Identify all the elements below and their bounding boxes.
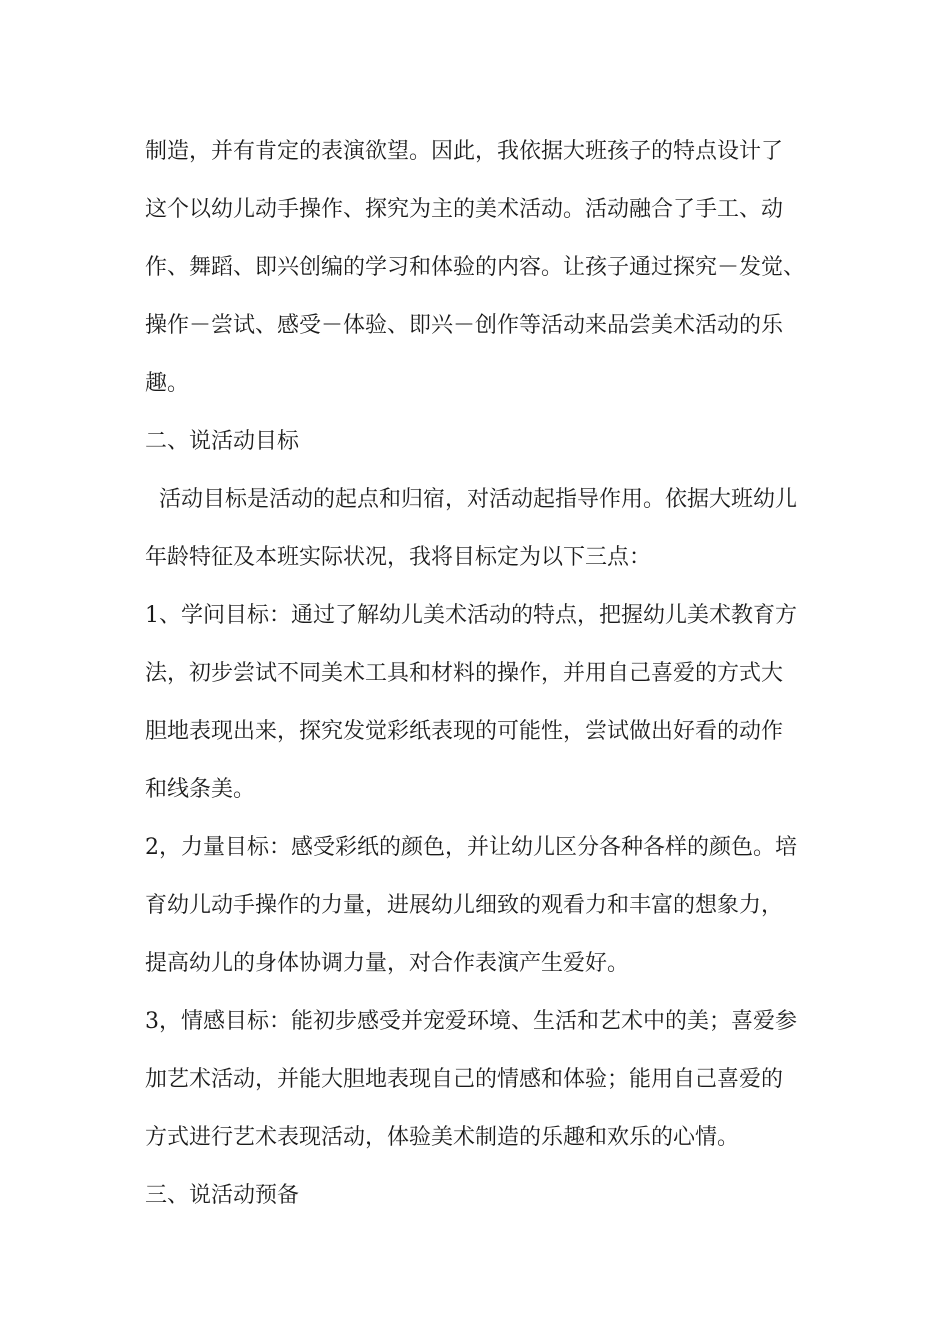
body-text-line: 育幼儿动手操作的力量，进展幼儿细致的观看力和丰富的想象力， [145, 893, 784, 918]
body-text-line: 制造，并有肯定的表演欲望。因此，我依据大班孩子的特点设计了 [145, 139, 784, 164]
body-text-line: 2，力量目标：感受彩纸的颜色，并让幼儿区分各种各样的颜色。培 [145, 835, 797, 860]
body-text-line: 3，情感目标：能初步感受并宠爱环境、生活和艺术中的美；喜爱参 [145, 1009, 797, 1034]
body-text-line: 年龄特征及本班实际状况，我将目标定为以下三点： [145, 545, 652, 570]
body-text-line: 和线条美。 [145, 777, 256, 802]
body-text-line: 法，初步尝试不同美术工具和材料的操作，并用自己喜爱的方式大 [145, 661, 784, 686]
body-text-line: 活动目标是活动的起点和归宿，对活动起指导作用。依据大班幼儿 [145, 487, 797, 512]
body-text-line: 作、舞蹈、即兴创编的学习和体验的内容。让孩子通过探究－发觉、 [145, 255, 806, 280]
body-text-line: 趣。 [145, 371, 190, 396]
body-text-line: 这个以幼儿动手操作、探究为主的美术活动。活动融合了手工、动 [145, 197, 784, 222]
body-text-line: 加艺术活动，并能大胆地表现自己的情感和体验；能用自己喜爱的 [145, 1067, 784, 1092]
body-text-line: 方式进行艺术表现活动，体验美术制造的乐趣和欢乐的心情。 [145, 1125, 740, 1150]
body-text-line: 提高幼儿的身体协调力量，对合作表演产生爱好。 [145, 951, 630, 976]
body-text-line: 胆地表现出来，探究发觉彩纸表现的可能性，尝试做出好看的动作 [145, 719, 784, 744]
body-text-line: 操作－尝试、感受－体验、即兴－创作等活动来品尝美术活动的乐 [145, 313, 784, 338]
section-heading: 三、说活动预备 [145, 1183, 300, 1208]
body-text-line: 1、学问目标：通过了解幼儿美术活动的特点，把握幼儿美术教育方 [145, 603, 797, 628]
section-heading: 二、说活动目标 [145, 429, 300, 454]
